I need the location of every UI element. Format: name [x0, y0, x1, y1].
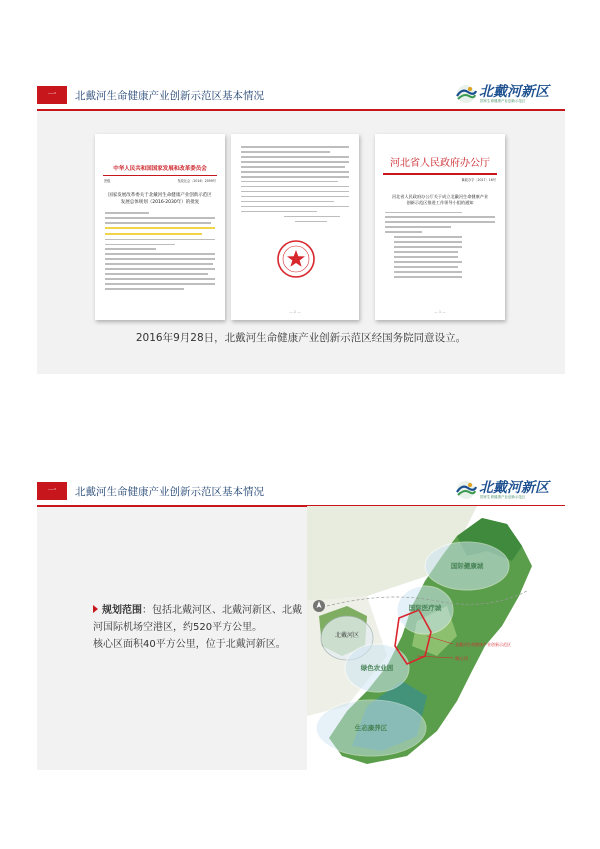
section-tag: 一 — [37, 482, 67, 500]
document-ref-right: 发改社会〔2016〕2059号 — [177, 179, 216, 183]
document-body — [385, 212, 495, 278]
document-meta — [104, 178, 216, 183]
document-ndrc-approval — [95, 134, 225, 320]
legend-main: 北戴河生命健康产业创新示范区 — [455, 642, 511, 647]
zone-label: 国际医疗城 — [408, 604, 442, 612]
zone-label: 绿色农业园 — [360, 664, 394, 672]
document-body — [241, 146, 349, 222]
document-rule — [103, 175, 217, 176]
slide-1 — [37, 78, 565, 374]
document-hebei-notice — [375, 134, 505, 320]
planning-scope-text — [93, 602, 311, 653]
official-seal-icon — [275, 238, 317, 280]
logo-text: 北戴河新区 — [479, 84, 549, 100]
logo-text: 北戴河新区 — [479, 480, 549, 496]
beidaihe-logo — [455, 82, 559, 106]
document-heading: 河北省人民政府办公厅关于成立北戴河生命健康产业创新示范区推进工作领导小组的通知 — [391, 193, 489, 205]
bullet-label: 规划范围 — [102, 605, 142, 616]
slide-header — [37, 78, 565, 110]
logo-subtitle: 国家生命健康产业创新示范区 — [480, 495, 526, 499]
compass-icon — [313, 600, 325, 612]
header-divider — [37, 109, 565, 111]
bullet-arrow-icon — [93, 605, 98, 613]
document-ref-left: 密级 — [104, 179, 111, 183]
document-org: 中华人民共和国国家发展和改革委员会 — [113, 166, 207, 172]
zone-label: 生态康养区 — [354, 724, 388, 732]
bullet-line-1: ：包括北戴河区、北戴河新区、北戴河国际机场空港区，约520平方公里。 — [93, 605, 302, 633]
document-rule — [383, 173, 497, 175]
beidaihe-logo — [455, 478, 559, 502]
document-page-2 — [231, 134, 359, 320]
document-heading: 国家发展改革委关于北戴河生命健康产业创新示范区发展总体规划（2016-2030年）的批复 — [108, 193, 212, 205]
slide-title: 北戴河生命健康产业创新示范区基本情况 — [75, 486, 264, 498]
slide-header — [37, 474, 565, 506]
wave-logo-icon — [455, 84, 477, 104]
section-tag: 一 — [37, 86, 67, 104]
document-meta — [384, 177, 496, 182]
planning-map — [307, 506, 565, 770]
zone-label: 北戴河区 — [334, 632, 360, 639]
legend-sub: 核心区 — [455, 657, 469, 662]
page-number: — 2 — — [289, 310, 301, 314]
document-org: 河北省人民政府办公厅 — [390, 158, 490, 169]
zone-label: 国际健康城 — [450, 562, 484, 570]
wave-logo-icon — [455, 480, 477, 500]
slide-2 — [37, 474, 565, 770]
document-body — [105, 212, 215, 290]
document-ref: 冀政办字〔2017〕16号 — [461, 177, 496, 182]
logo-subtitle: 国家生命健康产业创新示范区 — [480, 99, 526, 103]
page-number: — 1 — — [434, 310, 446, 314]
bullet-line-2: 核心区面积40平方公里，位于北戴河新区。 — [93, 639, 286, 650]
slide-caption: 2016年9月28日，北戴河生命健康产业创新示范区经国务院同意设立。 — [135, 332, 467, 344]
slide-title: 北戴河生命健康产业创新示范区基本情况 — [75, 90, 264, 102]
